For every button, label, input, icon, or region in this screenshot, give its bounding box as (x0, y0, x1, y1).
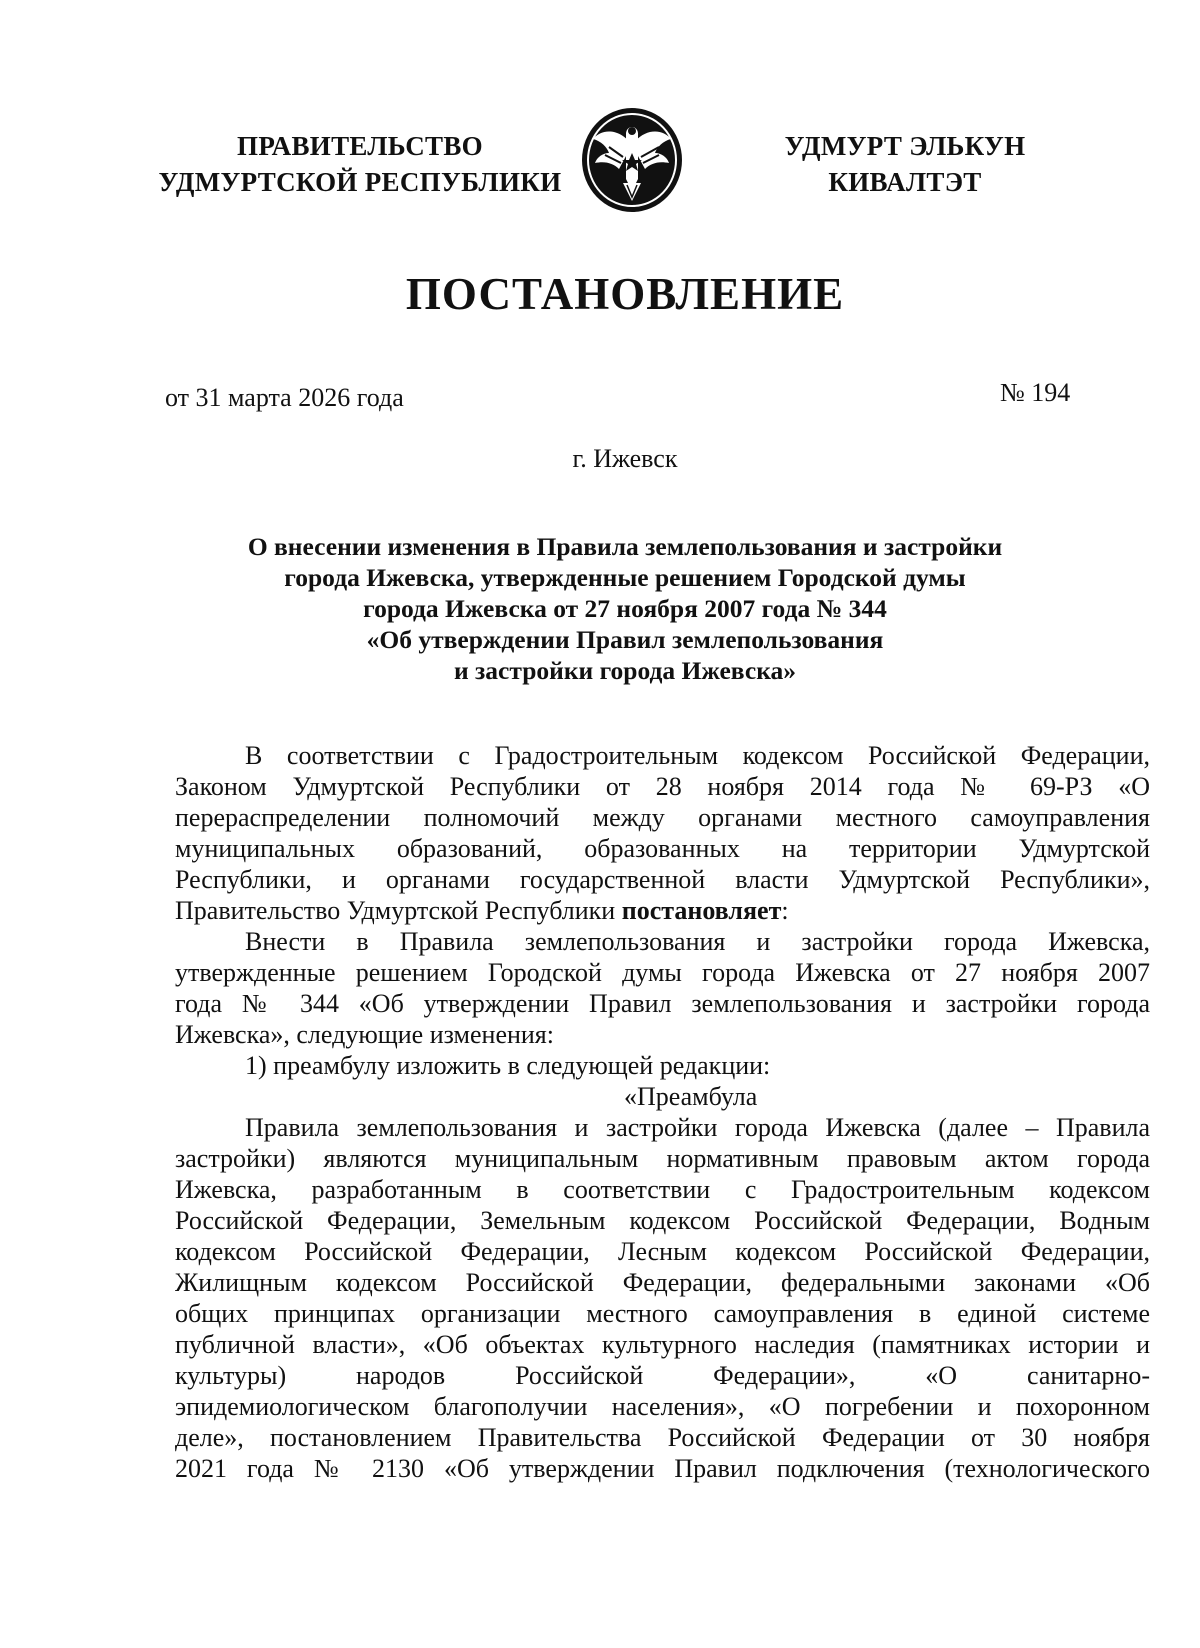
body-line: деле», постановлением Правительства Российской Федерации от 30 ноября (175, 1423, 1150, 1452)
body-line: В соответствии с Градостроительным кодексом Российской Федерации, (245, 741, 1150, 770)
header-left-line1: ПРАВИТЕЛЬСТВО (237, 131, 483, 161)
subject-line: города Ижевска от 27 ноября 2007 года № 344 (363, 594, 887, 623)
subject-line: города Ижевска, утвержденные решением Городской думы (284, 563, 966, 592)
header-right-line1: УДМУРТ ЭЛЬКУН (784, 131, 1026, 161)
header-right (740, 128, 1070, 200)
subject-line: и застройки города Ижевска» (453, 656, 797, 685)
body-line: Внести в Правила землепользования и застройки города Ижевска, (245, 927, 1150, 956)
document-title: ПОСТАНОВЛЕНИЕ (405, 269, 845, 319)
body-bold-text: постановляет (621, 896, 782, 925)
document-number: № 194 (1000, 378, 1071, 407)
body-line: муниципальных образований, образованных на территории Удмуртской (175, 834, 1150, 863)
body-line: застройки) являются муниципальным нормативным правовым актом города (175, 1144, 1150, 1173)
body-line: общих принципах организации местного самоуправления в единой системе (175, 1299, 1150, 1328)
body-line: кодексом Российской Федерации, Лесным кодексом Российской Федерации, (175, 1237, 1150, 1266)
document-body (175, 740, 1150, 1484)
body-line: культуры) народов Российской Федерации», «О санитарно- (175, 1361, 1150, 1390)
body-line: Республики, и органами государственной власти Удмуртской Республики», (175, 865, 1150, 894)
list-item: 1) преамбулу изложить в следующей редакции: (245, 1051, 771, 1080)
body-line: Российской Федерации, Земельным кодексом Российской Федерации, Водным (175, 1206, 1150, 1235)
subject-line: О внесении изменения в Правила землепользования и застройки (247, 532, 1003, 561)
body-line: Ижевска», следующие изменения: (175, 1020, 554, 1049)
subject-line: «Об утверждении Правил землепользования (366, 625, 884, 654)
body-line: 2021 года № 2130 «Об утверждении Правил подключения (технологического (175, 1454, 1150, 1483)
body-line (175, 895, 1150, 926)
header-right-line2: КИВАЛТЭТ (828, 167, 982, 197)
document-city: г. Ижевск (572, 444, 678, 473)
body-line: публичной власти», «Об объектах культурного наследия (памятниках истории и (175, 1330, 1150, 1359)
body-line: Ижевска, разработанным в соответствии с Градостроительным кодексом (175, 1175, 1150, 1204)
header-left-line2: УДМУРТСКОЙ РЕСПУБЛИКИ (158, 167, 562, 197)
body-line: эпидемиологическом благополучии населения», «О погребении и похоронном (175, 1392, 1150, 1421)
preamble-heading: «Преамбула (624, 1082, 758, 1111)
body-line: утвержденные решением Городской думы города Ижевска от 27 ноября 2007 (175, 958, 1150, 987)
body-line: Правила землепользования и застройки города Ижевска (далее – Правила (245, 1113, 1150, 1142)
body-text: : (781, 896, 789, 925)
body-line: Жилищным кодексом Российской Федерации, федеральными законами «Об (175, 1268, 1150, 1297)
header-left (150, 128, 570, 200)
document-date: от 31 марта 2026 года (165, 383, 404, 412)
document-subject (0, 531, 1200, 686)
body-line: Законом Удмуртской Республики от 28 ноября 2014 года № 69-РЗ «О (175, 772, 1150, 801)
body-line: перераспределении полномочий между органами местного самоуправления (175, 803, 1150, 832)
body-line: года № 344 «Об утверждении Правил землепользования и застройки города (175, 989, 1150, 1018)
coat-of-arms-icon (579, 105, 685, 215)
body-text: Правительство Удмуртской Республики (175, 896, 622, 925)
